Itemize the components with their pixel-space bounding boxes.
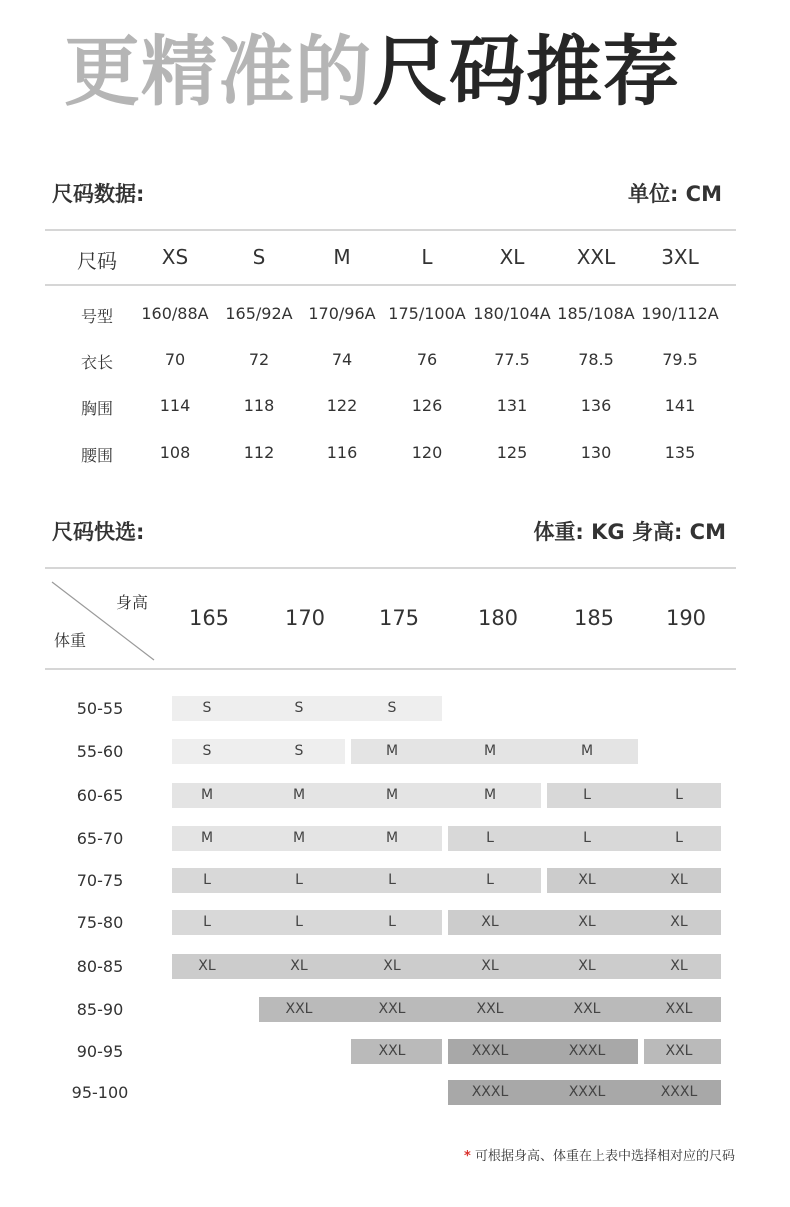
size-bar-label: XXXL	[568, 1084, 606, 1100]
quick-select-label: 尺码快选:	[52, 520, 145, 544]
weight-row-label: 75-80	[76, 913, 124, 932]
size-bar-label: M	[292, 830, 306, 846]
size-data-label: 尺码数据:	[52, 182, 145, 206]
weight-row-label: 90-95	[76, 1042, 124, 1061]
size-header-cell: XS	[161, 245, 189, 269]
size-bar-label: XXXL	[568, 1043, 606, 1059]
size-bar-label: M	[483, 787, 497, 803]
size-bar-label: L	[295, 914, 303, 930]
weight-row-label: 50-55	[76, 699, 124, 718]
size-cell: 114	[159, 396, 191, 415]
size-bar-label: L	[675, 830, 683, 846]
title-grey: 更精准的	[64, 27, 372, 116]
size-data-unit: 单位: CM	[627, 182, 722, 206]
size-bar-label: XXL	[665, 1043, 693, 1059]
size-bar-label: XL	[198, 958, 216, 974]
size-bar-label: XL	[481, 914, 499, 930]
height-header-cell: 190	[665, 606, 707, 630]
size-header-cell: XXL	[576, 245, 616, 269]
size-cell: 78.5	[578, 350, 614, 369]
footnote-text: 可根据身高、体重在上表中选择相对应的尺码	[474, 1149, 735, 1164]
title-dark: 尺码推荐	[372, 27, 680, 116]
height-header-cell: 165	[188, 606, 230, 630]
size-cell: 120	[411, 443, 443, 462]
size-bar-label: S	[202, 700, 212, 716]
size-bar-label: S	[294, 700, 304, 716]
divider	[45, 284, 736, 286]
size-bar-label: L	[583, 830, 591, 846]
footnote	[464, 1145, 735, 1164]
size-cell: 79.5	[662, 350, 698, 369]
size-bar-label: L	[203, 872, 211, 888]
size-cell: 77.5	[494, 350, 530, 369]
size-bar-label: M	[292, 787, 306, 803]
page-title	[64, 22, 680, 122]
divider	[45, 229, 736, 231]
size-bar-label: XL	[670, 914, 688, 930]
size-header-cell: 3XL	[661, 245, 699, 269]
size-bar-label: M	[385, 743, 399, 759]
size-bar-label: M	[385, 830, 399, 846]
size-row-label: 胸围	[80, 399, 113, 418]
size-bar-label: XL	[481, 958, 499, 974]
size-bar-label: S	[202, 743, 212, 759]
size-bar-label: XL	[578, 872, 596, 888]
weight-row-label: 65-70	[76, 829, 124, 848]
size-bar-label: L	[583, 787, 591, 803]
size-cell: 126	[411, 396, 443, 415]
size-bar-label: XL	[670, 872, 688, 888]
size-header-cell: XL	[499, 245, 525, 269]
size-bar-label: XL	[578, 914, 596, 930]
size-cell: 175/100A	[388, 304, 466, 323]
size-bar-label: L	[675, 787, 683, 803]
size-bar-label: XXL	[378, 1043, 406, 1059]
size-cell: 165/92A	[225, 304, 293, 323]
size-header-cell: M	[333, 245, 351, 269]
weight-row-label: 70-75	[76, 871, 124, 890]
divider	[45, 567, 736, 569]
size-bar-label: M	[200, 787, 214, 803]
size-bar-label: M	[200, 830, 214, 846]
size-cell: 122	[326, 396, 358, 415]
size-header-cell: 尺码	[77, 249, 117, 273]
size-cell: 72	[248, 350, 270, 369]
size-bar-label: XXL	[285, 1001, 313, 1017]
size-cell: 130	[580, 443, 612, 462]
size-bar-label: L	[486, 830, 494, 846]
size-cell: 170/96A	[308, 304, 376, 323]
size-bar-label: L	[388, 914, 396, 930]
size-header-cell: S	[252, 245, 266, 269]
size-bar-label: M	[385, 787, 399, 803]
size-cell: 116	[326, 443, 358, 462]
size-cell: 118	[243, 396, 275, 415]
size-bar-label: L	[295, 872, 303, 888]
corner-height-label: 身高	[116, 593, 149, 612]
size-bar-label: S	[294, 743, 304, 759]
size-bar-label: XL	[290, 958, 308, 974]
size-cell: 70	[164, 350, 186, 369]
size-cell: 131	[496, 396, 528, 415]
size-header-cell: L	[421, 245, 433, 269]
footnote-star: *	[464, 1149, 471, 1164]
size-cell: 108	[159, 443, 191, 462]
size-cell: 76	[416, 350, 438, 369]
size-cell: 190/112A	[641, 304, 719, 323]
size-cell: 125	[496, 443, 528, 462]
size-bar-label: L	[486, 872, 494, 888]
size-bar-label: S	[387, 700, 397, 716]
size-bar-label: XXL	[665, 1001, 693, 1017]
size-cell: 74	[331, 350, 353, 369]
weight-row-label: 80-85	[76, 957, 124, 976]
size-cell: 136	[580, 396, 612, 415]
weight-row-label: 60-65	[76, 786, 124, 805]
size-cell: 180/104A	[473, 304, 551, 323]
size-bar-label: XXXL	[471, 1084, 509, 1100]
size-cell: 135	[664, 443, 696, 462]
divider	[45, 668, 736, 670]
size-row-label: 号型	[80, 307, 113, 326]
size-cell: 141	[664, 396, 696, 415]
height-header-cell: 180	[477, 606, 519, 630]
size-bar-label: XL	[383, 958, 401, 974]
size-bar-label: M	[580, 743, 594, 759]
height-header-cell: 170	[284, 606, 326, 630]
size-bar-label: XXL	[476, 1001, 504, 1017]
size-cell: 112	[243, 443, 275, 462]
weight-row-label: 55-60	[76, 742, 124, 761]
size-cell: 185/108A	[557, 304, 635, 323]
height-header-cell: 185	[573, 606, 615, 630]
size-bar-label: XL	[578, 958, 596, 974]
size-bar-label: L	[203, 914, 211, 930]
corner-weight-label: 体重	[54, 631, 87, 650]
weight-row-label: 85-90	[76, 1000, 124, 1019]
size-row-label: 腰围	[80, 446, 113, 465]
size-cell: 160/88A	[141, 304, 209, 323]
quick-select-unit: 体重: KG 身高: CM	[533, 520, 726, 544]
weight-row-label: 95-100	[71, 1083, 129, 1102]
size-bar-label: XL	[670, 958, 688, 974]
size-bar-label: XXXL	[660, 1084, 698, 1100]
size-row-label: 衣长	[80, 353, 113, 372]
size-bar-label: XXXL	[471, 1043, 509, 1059]
size-bar-label: L	[388, 872, 396, 888]
size-bar-label: M	[483, 743, 497, 759]
size-bar-label: XXL	[378, 1001, 406, 1017]
size-bar-label: XXL	[573, 1001, 601, 1017]
height-header-cell: 175	[378, 606, 420, 630]
